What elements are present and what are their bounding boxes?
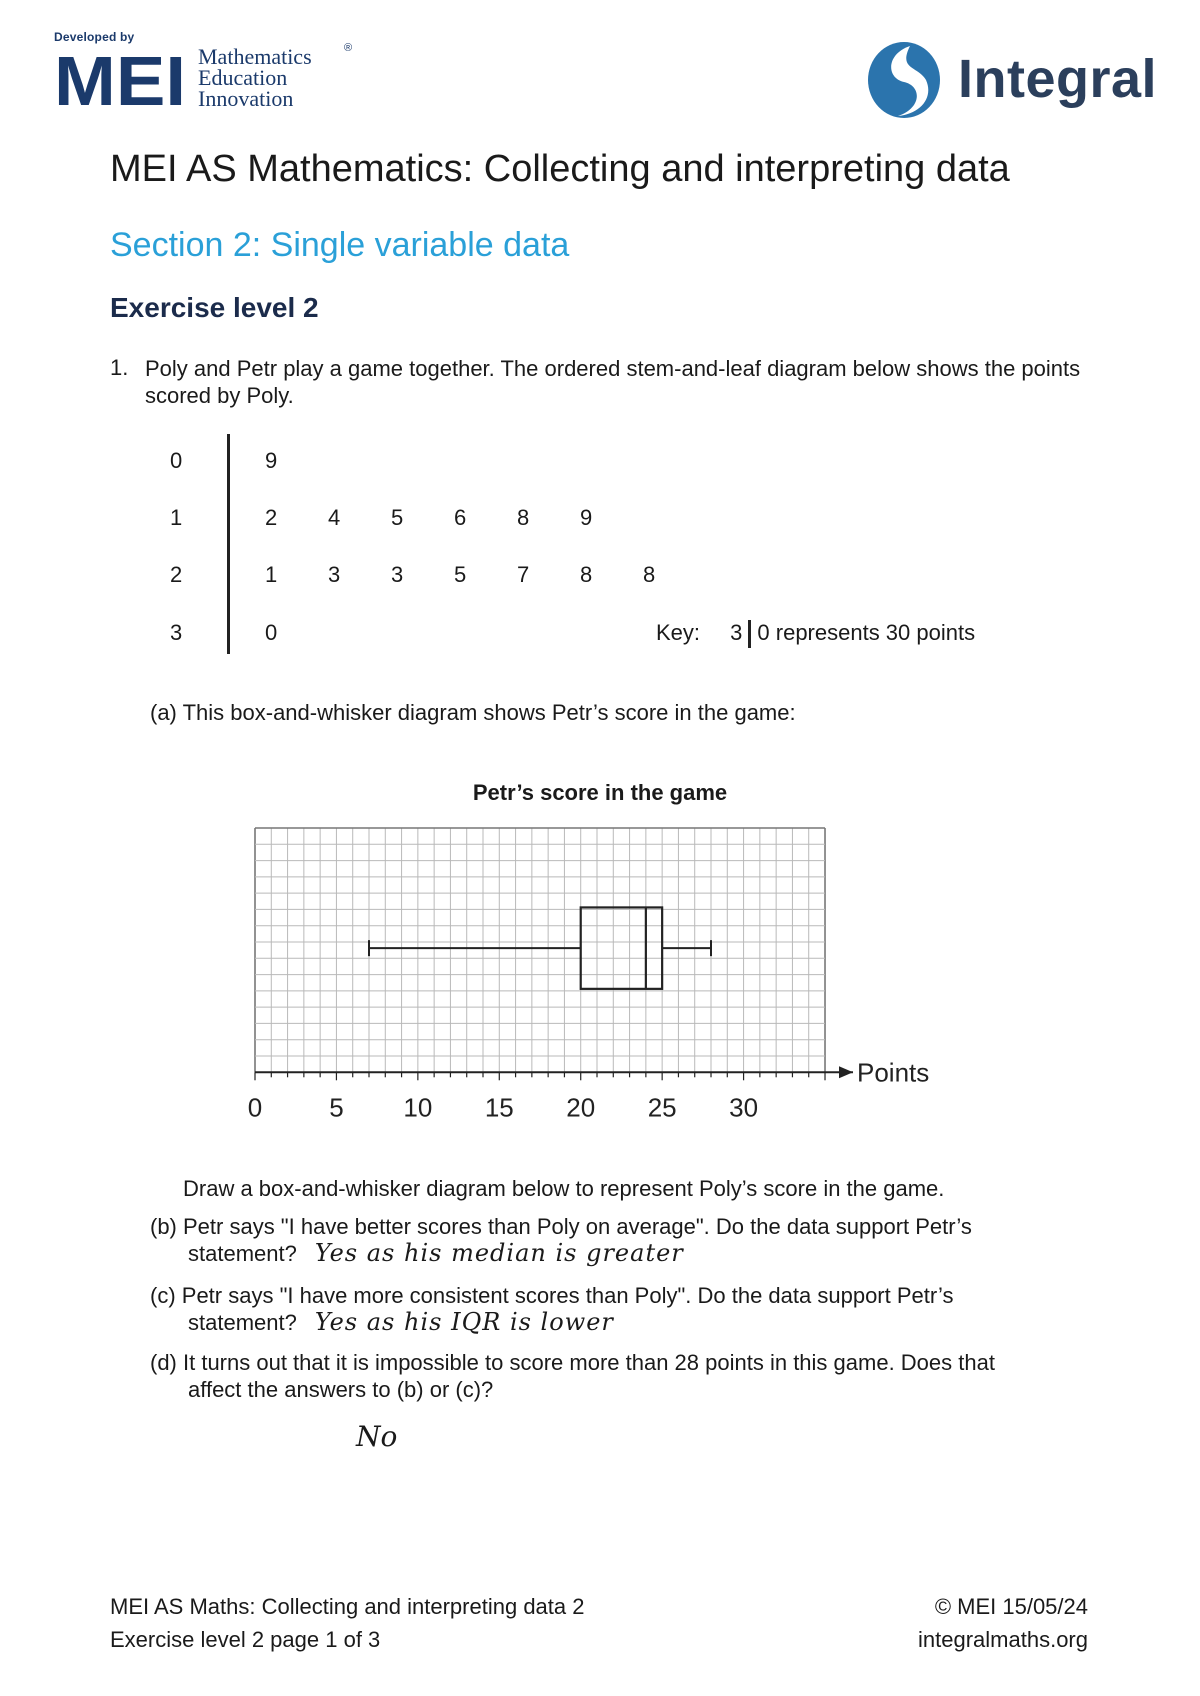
part-d-line2: affect the answers to (b) or (c)? (188, 1377, 494, 1402)
x-tick-label: 10 (403, 1092, 433, 1123)
stem-leaf-key (656, 620, 975, 648)
part-d-handwritten-answer: No (356, 1420, 398, 1453)
chart-grid (255, 828, 825, 1072)
leaf-value: 2 (265, 505, 278, 530)
x-tick-label: 5 (329, 1092, 344, 1123)
leaf-value: 3 (391, 562, 404, 587)
part-a-text: (a) This box-and-whisker diagram shows Petr’s score in the game: (150, 700, 796, 725)
part-d (150, 1349, 1100, 1403)
key-description: 0 represents 30 points (757, 620, 976, 645)
interquartile-box (581, 907, 662, 988)
stem-value: 0 (170, 448, 183, 473)
footer-course: MEI AS Maths: Collecting and interpreting data 2 (110, 1594, 585, 1619)
footer-website: integralmaths.org (918, 1627, 1088, 1652)
leaf-value: 7 (517, 562, 530, 587)
mei-line-1: Mathematics (198, 44, 312, 69)
key-stem: 3 (730, 620, 743, 645)
x-axis-label: Points (857, 1057, 930, 1088)
integral-logo-icon (864, 40, 944, 120)
mei-logo-letters: MEI (54, 50, 186, 110)
leaf-value: 5 (391, 505, 404, 530)
developed-by-label: Developed by (54, 30, 135, 44)
footer-copyright: © MEI 15/05/24 (934, 1594, 1088, 1619)
stem-value: 2 (170, 562, 183, 587)
chart-axis (248, 1057, 930, 1122)
leaf-value: 5 (454, 562, 467, 587)
stem-leaf-divider (227, 434, 230, 654)
part-b-handwritten-answer: Yes as his median is greater (314, 1239, 684, 1267)
mei-line-3: Innovation (198, 86, 294, 111)
leaf-value: 9 (580, 505, 593, 530)
mei-line-2: Education (198, 65, 288, 90)
x-tick-label: 30 (729, 1092, 759, 1123)
box-whisker-chart (240, 815, 960, 1135)
x-tick-label: 25 (647, 1092, 677, 1123)
leaf-value: 4 (328, 505, 341, 530)
section-title: Section 2: Single variable data (110, 226, 570, 264)
part-b-line2: statement? (188, 1241, 297, 1266)
registered-mark: ® (344, 42, 353, 54)
x-tick-label: 15 (484, 1092, 514, 1123)
box-plot (369, 907, 711, 988)
exercise-level-heading: Exercise level 2 (110, 292, 319, 323)
leaf-value: 6 (454, 505, 467, 530)
stem-value: 3 (170, 620, 183, 645)
draw-instruction: Draw a box-and-whisker diagram below to represent Poly’s score in the game. (183, 1176, 945, 1201)
question-number: 1. (110, 355, 129, 380)
part-b-line1: (b) Petr says "I have better scores than Poly on average". Do the data support Petr’s (150, 1214, 972, 1239)
leaf-value: 8 (643, 562, 656, 587)
part-b (150, 1213, 1100, 1267)
part-c-handwritten-answer: Yes as his IQR is lower (314, 1308, 614, 1336)
x-tick-label: 20 (566, 1092, 596, 1123)
footer-page: Exercise level 2 page 1 of 3 (110, 1627, 381, 1652)
leaf-value: 3 (328, 562, 341, 587)
leaf-value: 0 (265, 620, 278, 645)
part-c-line2: statement? (188, 1310, 297, 1335)
stem-value: 1 (170, 505, 183, 530)
leaf-value: 1 (265, 562, 278, 587)
integral-logo-text: Integral (958, 49, 1158, 109)
leaf-value: 9 (265, 448, 278, 473)
document-title: MEI AS Mathematics: Collecting and interpreting data (110, 148, 1010, 190)
part-d-line1: (d) It turns out that it is impossible to score more than 28 points in this game. Does that (150, 1350, 995, 1375)
chart-title: Petr’s score in the game (472, 780, 728, 805)
part-c (150, 1282, 1100, 1336)
mei-logo-mark (54, 50, 190, 110)
leaf-value: 8 (580, 562, 593, 587)
mei-logo-text (198, 46, 312, 109)
x-tick-label: 0 (247, 1092, 263, 1123)
leaf-value: 8 (517, 505, 530, 530)
key-divider (748, 620, 751, 648)
part-c-line1: (c) Petr says "I have more consistent scores than Poly". Do the data support Petr’s (150, 1283, 954, 1308)
key-label: Key: (656, 620, 701, 645)
x-axis-arrow-icon (839, 1066, 853, 1078)
question-text: Poly and Petr play a game together. The ordered stem-and-leaf diagram below shows the points scored by Poly. (145, 356, 1081, 408)
